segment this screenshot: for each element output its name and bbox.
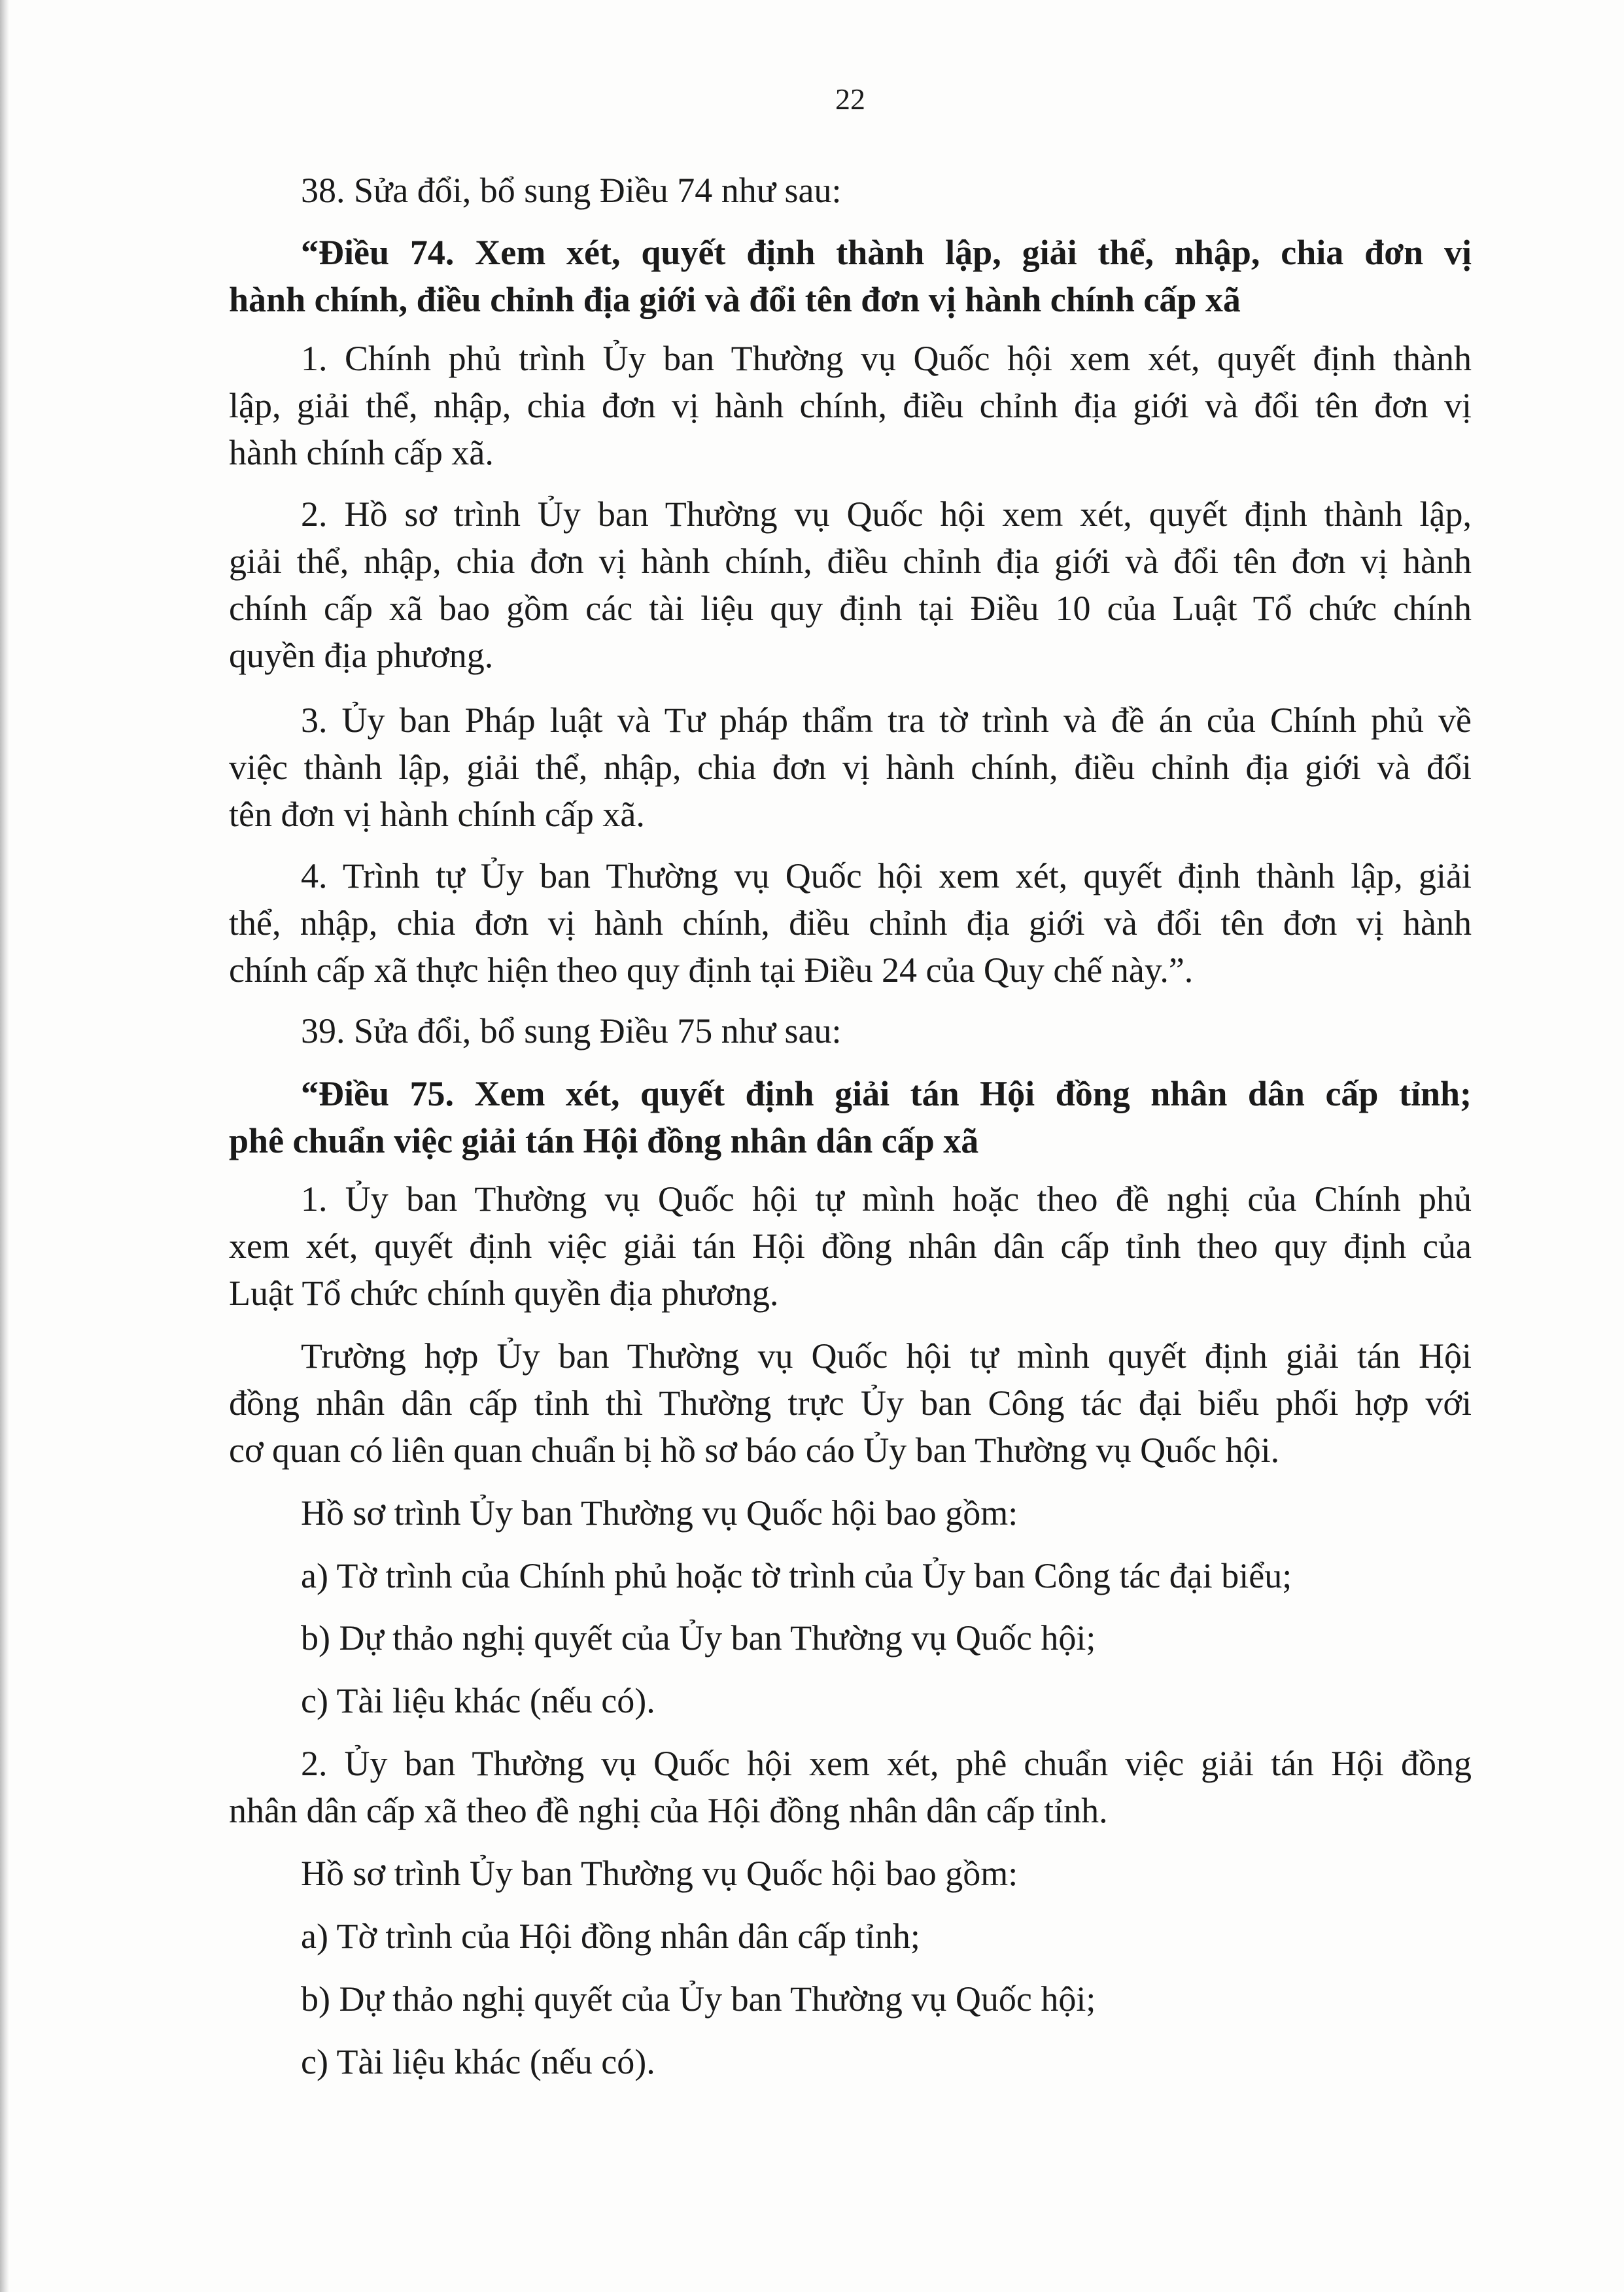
dossier-2-intro: Hồ sơ trình Ủy ban Thường vụ Quốc hội bao gồm:: [301, 1854, 1018, 1893]
item-39-intro: 39. Sửa đổi, bổ sung Điều 75 như sau:: [301, 1011, 842, 1050]
page-number: 22: [835, 82, 865, 116]
article-74-heading-line-1: “Điều 74. Xem xét, quyết định thành lập, giải thể, nhập, chia đơn vị: [301, 233, 1472, 272]
scan-edge-shadow: [0, 0, 9, 2292]
article-74-heading-line-2: hành chính, điều chỉnh địa giới và đổi tên đơn vị hành chính cấp xã: [229, 280, 1241, 319]
dossier-1-intro: Hồ sơ trình Ủy ban Thường vụ Quốc hội bao gồm:: [301, 1493, 1018, 1533]
article-75-clause-2: 2. Ủy ban Thường vụ Quốc hội xem xét, phê chuẩn việc giải tán Hội đồng nhân dân cấp xã theo đề nghị của Hội đồng nhân dân cấp tỉnh.: [229, 1744, 1472, 1830]
article-74-clause-4: 4. Trình tự Ủy ban Thường vụ Quốc hội xem xét, quyết định thành lập, giải thể, nhập, chia đơn vị hành chính, điều chỉnh địa giới và đổi tên đơn vị hành chính cấp xã thực hiện theo quy định tại Điều 24 của Quy chế này.”.: [229, 856, 1472, 990]
dossier-1-item-c: c) Tài liệu khác (nếu có).: [301, 1681, 655, 1720]
article-75-heading-line-1: “Điều 75. Xem xét, quyết định giải tán Hội đồng nhân dân cấp tỉnh;: [301, 1074, 1472, 1113]
article-74-clause-1: 1. Chính phủ trình Ủy ban Thường vụ Quốc hội xem xét, quyết định thành lập, giải thể, nhập, chia đơn vị hành chính, điều chỉnh địa giới và đổi tên đơn vị hành chính cấp xã.: [229, 339, 1472, 472]
dossier-2-item-c: c) Tài liệu khác (nếu có).: [301, 2042, 655, 2081]
dossier-2-item-b: b) Dự thảo nghị quyết của Ủy ban Thường vụ Quốc hội;: [301, 1979, 1096, 2019]
article-74-heading: [229, 229, 1472, 323]
article-74-clause-2: 2. Hồ sơ trình Ủy ban Thường vụ Quốc hội xem xét, quyết định thành lập, giải thể, nhập, chia đơn vị hành chính, điều chỉnh địa giới và đổi tên đơn vị hành chính cấp xã bao gồm các tài liệu quy định tại Điều 10 của Luật Tổ chức chính quyền địa phương.: [229, 495, 1472, 675]
dossier-2-item-a: a) Tờ trình của Hội đồng nhân dân cấp tỉnh;: [301, 1917, 920, 1956]
item-38-intro: 38. Sửa đổi, bổ sung Điều 74 như sau:: [301, 171, 842, 210]
article-75-clause-1-case: Trường hợp Ủy ban Thường vụ Quốc hội tự mình quyết định giải tán Hội đồng nhân dân cấp tỉnh thì Thường trực Ủy ban Công tác đại biểu phối hợp với cơ quan có liên quan chuẩn bị hồ sơ báo cáo Ủy ban Thường vụ Quốc hội.: [229, 1336, 1472, 1470]
dossier-1-item-b: b) Dự thảo nghị quyết của Ủy ban Thường vụ Quốc hội;: [301, 1618, 1096, 1658]
article-75-heading: [229, 1070, 1472, 1164]
dossier-1-item-a: a) Tờ trình của Chính phủ hoặc tờ trình của Ủy ban Công tác đại biểu;: [301, 1556, 1292, 1595]
article-74-clause-3: 3. Ủy ban Pháp luật và Tư pháp thẩm tra tờ trình và đề án của Chính phủ về việc thành lập, giải thể, nhập, chia đơn vị hành chính, điều chỉnh địa giới và đổi tên đơn vị hành chính cấp xã.: [229, 701, 1472, 834]
article-75-heading-line-2: phê chuẩn việc giải tán Hội đồng nhân dân cấp xã: [229, 1121, 979, 1160]
article-75-clause-1: 1. Ủy ban Thường vụ Quốc hội tự mình hoặc theo đề nghị của Chính phủ xem xét, quyết định việc giải tán Hội đồng nhân dân cấp tỉnh theo quy định của Luật Tổ chức chính quyền địa phương.: [229, 1179, 1472, 1313]
